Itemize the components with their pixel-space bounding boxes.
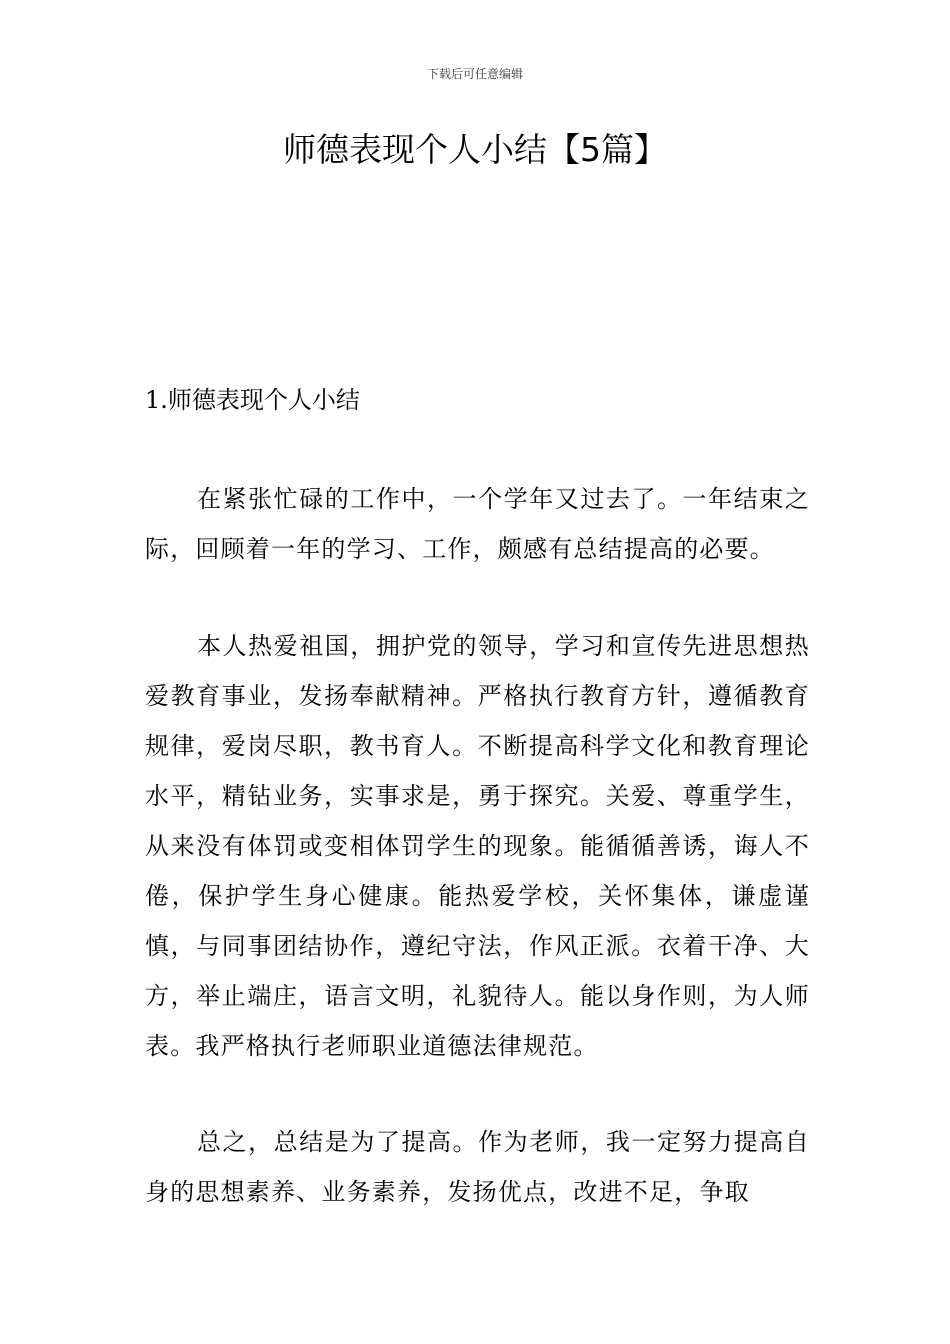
paragraph-3: 总之，总结是为了提高。作为老师，我一定努力提高自身的思想素养、业务素养，发扬优点，改进不足，争取 <box>145 1128 810 1206</box>
paragraph-1: 在紧张忙碌的工作中，一个学年又过去了。一年结束之际，回顾着一年的学习、工作，颇感有总结提高的必要。 <box>145 485 810 563</box>
header-note: 下载后可任意编辑 <box>426 67 523 81</box>
paragraph-2: 本人热爱祖国，拥护党的领导，学习和宣传先进思想热爱教育事业，发扬奉献精神。严格执行教育方针，遵循教育规律，爱岗尽职，教书育人。不断提高科学文化和教育理论水平，精钻业务，实事求是，勇于探究。关爱、尊重学生，从来没有体罚或变相体罚学生的现象。能循循善诱，诲人不倦，保护学生身心健康。能热爱学校，关怀集体，谦虚谨慎，与同事团结协作，遵纪守法，作风正派。衣着干净、大方，举止端庄，语言文明，礼貌待人。能以身作则，为人师表。我严格执行老师职业道德法律规范。 <box>145 632 810 1060</box>
section-heading: 1.师德表现个人小结 <box>145 386 360 414</box>
document-title: 师德表现个人小结【5篇】 <box>283 130 667 169</box>
